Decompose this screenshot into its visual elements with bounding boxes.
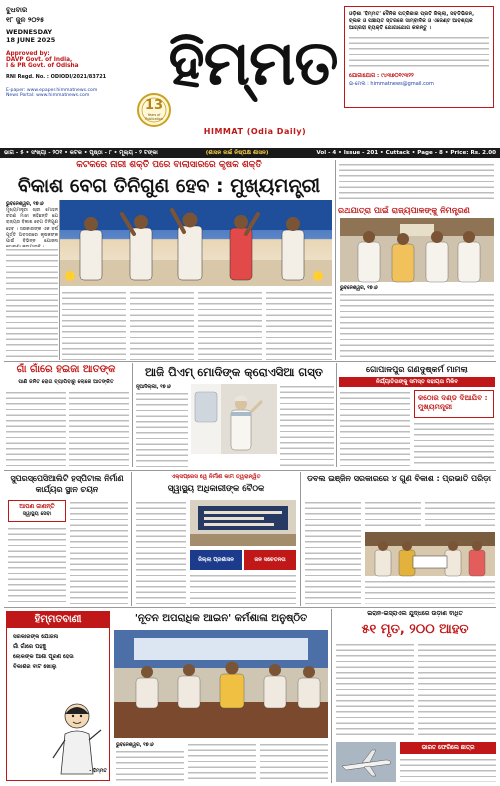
portal-link[interactable]: News Portal: www.himmatnews.com bbox=[6, 93, 90, 98]
modi-dateline: ନୂଆଦିଲ୍ଲୀ, ୧୭।୬ bbox=[136, 385, 171, 390]
lead-photo bbox=[60, 200, 332, 286]
flight-text-column-2 bbox=[418, 642, 496, 738]
cheque-ceremony-icon bbox=[365, 532, 495, 576]
double-text-column-1 bbox=[305, 500, 361, 604]
anniversary-badge bbox=[136, 92, 172, 128]
anniversary-label: Years of Publication bbox=[145, 113, 163, 121]
notice-line-2: ବ୍ଲକ ଓ ପଞ୍ଚାୟତ ସ୍ତରରେ ସାମ୍ବାଦିକ ଓ ଏଜେଣ୍ଟ ଆବଶ୍ୟକ bbox=[349, 18, 473, 24]
issue-strip-center: (ଶାସନ ନାଇଁ ନିଷ୍ପକ୍ଷ ଶାସନ) bbox=[205, 149, 269, 156]
anti-photo bbox=[190, 500, 296, 546]
anti-subhead: ଏକ୍ସପ୍ରେସ ୱେ ନିର୍ମାଣ କାମ ତ୍ୱରାନ୍ୱିତ bbox=[171, 474, 261, 480]
notice-box bbox=[344, 6, 494, 108]
lead-body-column-5 bbox=[266, 290, 332, 360]
cartoon-line-1: ସରକାରଙ୍କ ଯୋଜନା bbox=[13, 634, 59, 640]
hospital-tag-2: ସ୍ୱାସ୍ଥ୍ୟ ସେବା bbox=[22, 511, 52, 517]
day-odia: ବୁଧବାର bbox=[6, 6, 28, 14]
hospital-headline: ସୁପରସ୍ପେସିଆଲିଟି ହସ୍ପିଟାଲ ନିର୍ମାଣ କାର୍ଯ୍ୟର ସ୍ଥାନ ଚୟନ bbox=[10, 474, 124, 494]
village-text-column-1 bbox=[6, 390, 66, 466]
hospital-text-column-2 bbox=[70, 500, 128, 604]
newspaper-subtitle: HIMMAT (Odia Daily) bbox=[203, 127, 307, 136]
cartoon-line-2: ଗାଁ ଗାଁରେ ପହଞ୍ଚୁ bbox=[13, 644, 46, 650]
tile-1-text: ଜିଲ୍ଲା ପ୍ରଶାସନ bbox=[198, 556, 234, 563]
notice-line-3: ଆଗ୍ରହୀ ବ୍ୟକ୍ତି ଯୋଗାଯୋଗ କରନ୍ତୁ । bbox=[349, 25, 432, 31]
anniversary-number: 13 bbox=[144, 98, 164, 113]
anti-headline: ସ୍ୱାସ୍ଥ୍ୟ ଅଧିକାରୀଙ୍କ ବୈଠକ bbox=[167, 484, 265, 494]
date-en: 18 JUNE 2025 bbox=[6, 36, 56, 44]
double-photo bbox=[365, 532, 495, 576]
law-headline: 'ନୂତନ ଅପରାଧିକ ଆଇନ' କର୍ମଶାଳା ଅନୁଷ୍ଠିତ bbox=[134, 613, 308, 624]
cartoon-logo: ହିମ୍ମତବାଣୀ bbox=[7, 612, 109, 628]
approved-dept: DAVP Govt. of India, bbox=[6, 57, 73, 63]
notice-contact: ଯୋଗାଯୋଗ : ୯୪୩୭୦୧୯୩୨୨ bbox=[349, 73, 414, 79]
law-dateline: ଭୁବନେଶ୍ୱର, ୧୭।୬ bbox=[116, 743, 154, 748]
lead-body-column-2 bbox=[62, 290, 126, 360]
tile-2-text: ଜନ ସଚେତନତା bbox=[254, 556, 286, 563]
modi-photo bbox=[191, 384, 277, 454]
village-text-column-2 bbox=[69, 390, 129, 466]
modi-text-column-2 bbox=[280, 384, 334, 467]
workshop-stage-icon bbox=[114, 630, 328, 738]
double-text-column-4 bbox=[425, 500, 495, 530]
cartoon-box bbox=[6, 611, 110, 781]
rath-headline: ରଥଯାତ୍ରା ପାଇଁ ରାଜ୍ୟପାଳଙ୍କୁ ନିମନ୍ତ୍ରଣ bbox=[338, 205, 470, 215]
village-subhead: ପାଣି ଜନିତ ରୋଗ ବ୍ୟାପିବାରୁ ଲୋକେ ଆତଙ୍କିତ bbox=[18, 379, 114, 385]
flight-headline: ୫୧ ମୃତ, ୨୦୦ ଆହତ bbox=[361, 622, 469, 637]
gopal-text-column-1 bbox=[340, 390, 410, 468]
cartoon-line-4: ବିକାଶର ବାଟ ଖୋଲୁ bbox=[13, 664, 57, 670]
gopal-subhead-text: ନିର୍ଯ୍ୟାତିତାଙ୍କୁ ସମସ୍ତ ସହାୟତା ମିଳିବ bbox=[375, 378, 459, 385]
issue-strip bbox=[0, 148, 500, 158]
masthead bbox=[0, 0, 500, 148]
anti-text-column-1 bbox=[136, 500, 186, 604]
notice-line-1: ଓଡ଼ିଶା 'ହିମ୍ମତ' ଦୈନିକ ପତ୍ରିକାର ପ୍ରତି ଜିଲ୍ଲା, ସବଡିଭିଜନ, bbox=[349, 11, 475, 17]
cartoon-figure-icon bbox=[47, 700, 107, 776]
cartoon-line-3: ଲୋକଙ୍କ ଆଶା ପୂରଣ ହେଉ bbox=[13, 654, 74, 660]
flight-text-column-3 bbox=[400, 757, 496, 782]
hospital-tag-1: ଆପଣ ଜାଣନ୍ତି bbox=[19, 503, 55, 510]
rni-number: RNI Regd. No. : ODIODI/2021/83721 bbox=[6, 74, 107, 80]
lead-body-column-1 bbox=[6, 247, 58, 359]
hospital-text-column-1 bbox=[8, 526, 66, 604]
lead-headline: ବିକାଶ ବେଗ ତିନିଗୁଣ ହେବ : ମୁଖ୍ୟମନ୍ତ୍ରୀ bbox=[17, 175, 321, 197]
epaper-link[interactable]: E-paper: www.epaper.himmatnews.com bbox=[6, 88, 98, 93]
title-text: ହିମ୍ମତ bbox=[168, 26, 338, 99]
office-sign-icon bbox=[190, 500, 296, 546]
modi-text-column-1 bbox=[136, 391, 188, 467]
double-text-column-3 bbox=[365, 579, 495, 604]
meeting-photo-icon bbox=[340, 218, 494, 282]
flight-tag bbox=[400, 742, 496, 754]
gopal-text-column-2 bbox=[414, 421, 494, 468]
issue-strip-left: ଭାଗ - ୫ • ସଂଖ୍ୟା - ୨୦୧ • କଟକ • ପୃଷ୍ଠା - ୮ • ମୂଲ୍ୟ - ୨ ଟଙ୍କା bbox=[4, 149, 158, 156]
law-text-column-3 bbox=[260, 742, 328, 781]
hospital-tag-box bbox=[8, 500, 66, 522]
approved-dept-2: I & PR Govt. of Odisha bbox=[6, 63, 79, 69]
flight-tag-text: ଭାରତ ଫେରିଲେ ଛାତ୍ର bbox=[421, 744, 475, 751]
approved-label: Approved by: bbox=[6, 51, 50, 57]
law-text-column-1 bbox=[116, 749, 184, 781]
issue-strip-right: Vol - 4 • Issue - 201 • Cuttack • Page - 8 • Price: Rs. 2.00 bbox=[316, 150, 496, 156]
cartoon-signature: - ହିମ୍ମତ bbox=[89, 768, 107, 774]
stage-people-icon bbox=[60, 200, 332, 286]
tile-2 bbox=[244, 550, 296, 570]
rath-dateline: ଭୁବନେଶ୍ୱର, ୧୭।୬ bbox=[340, 286, 378, 291]
flight-kicker: ଇରାନ-ଇସ୍ରାଏଲ ଯୁଦ୍ଧରେ ଉଡ଼ାଣ ବାଧିତ bbox=[367, 610, 463, 617]
newspaper-title bbox=[168, 2, 338, 124]
lead-body-column-4 bbox=[198, 290, 262, 360]
lead-body-column-3 bbox=[130, 290, 194, 360]
tile-1 bbox=[190, 550, 242, 570]
lead-intro-text: ମୁଖ୍ୟମନ୍ତ୍ରୀ ଶ୍ରୀ ମୋହନ ଚରଣ ମାଝୀ କହିଛନ୍ତି ଯେ ରାଜ୍ୟର ବିକାଶ ବେଗ ତିନିଗୁଣ ହେବ । ସରକାରଙ୍କ ଏକ ବର୍ଷ ପୂର୍ତ୍ତି ଅବସରରେ କୃଷକଙ୍କ ପାଇଁ ବିଭିନ୍ନ ଯୋଜନା bbox=[6, 208, 58, 245]
anti-text-column-2 bbox=[190, 573, 296, 604]
flight-photo bbox=[336, 742, 396, 782]
law-photo bbox=[114, 630, 328, 738]
gopal-subhead bbox=[339, 377, 495, 387]
airplane-icon bbox=[336, 742, 396, 782]
village-headline: ଗାଁ ଗାଁରେ ହଇଜା ଆତଙ୍କ bbox=[16, 364, 116, 375]
rath-text bbox=[340, 292, 494, 358]
law-text-column-2 bbox=[188, 742, 256, 781]
date-block bbox=[6, 6, 124, 98]
notice-email: ଇ-ମେଲ : himmatnews@gmail.com bbox=[349, 81, 434, 87]
notice-body bbox=[349, 35, 489, 69]
lead-kicker: କଟକରେ ନାରୀ ଶକ୍ତି ପରେ ବାଲାସାରରେ କୃଷକ ଶକ୍ତି bbox=[76, 160, 262, 170]
double-text-column-2 bbox=[365, 500, 421, 530]
aircraft-greeting-icon bbox=[191, 384, 277, 454]
gopal-quote-title: କଠୋର ଦଣ୍ଡ ଦିଆଯିବ : ମୁଖ୍ୟମନ୍ତ୍ରୀ bbox=[418, 393, 488, 411]
modi-headline: ଆଜି ପିଏମ୍ ମୋଦିଙ୍କ କ୍ରୋଏସିଆ ଗସ୍ତ bbox=[145, 365, 323, 379]
lead-dateline: ଭୁବନେଶ୍ୱର, ୧୭।୬ bbox=[6, 202, 44, 207]
rath-photo bbox=[340, 218, 494, 282]
right-top-story-text bbox=[339, 162, 494, 202]
gopal-quote-box bbox=[414, 390, 494, 418]
double-headline: ଡବଲ ଇଞ୍ଜିନ ସରକାରରେ ୪ ଗୁଣ ବିକାଶ : ପ୍ରଭାତି ପରିଡ଼ା bbox=[307, 474, 491, 483]
gopal-headline: ଗୋପାଳପୁର ଗଣଦୁଷ୍କର୍ମ ମାମଲା bbox=[366, 364, 468, 374]
day-en: WEDNESDAY bbox=[6, 28, 53, 36]
flight-text-column-1 bbox=[336, 642, 414, 738]
date-odia: ୧୮ ଜୁନ ୨୦୨୫ bbox=[6, 16, 45, 24]
